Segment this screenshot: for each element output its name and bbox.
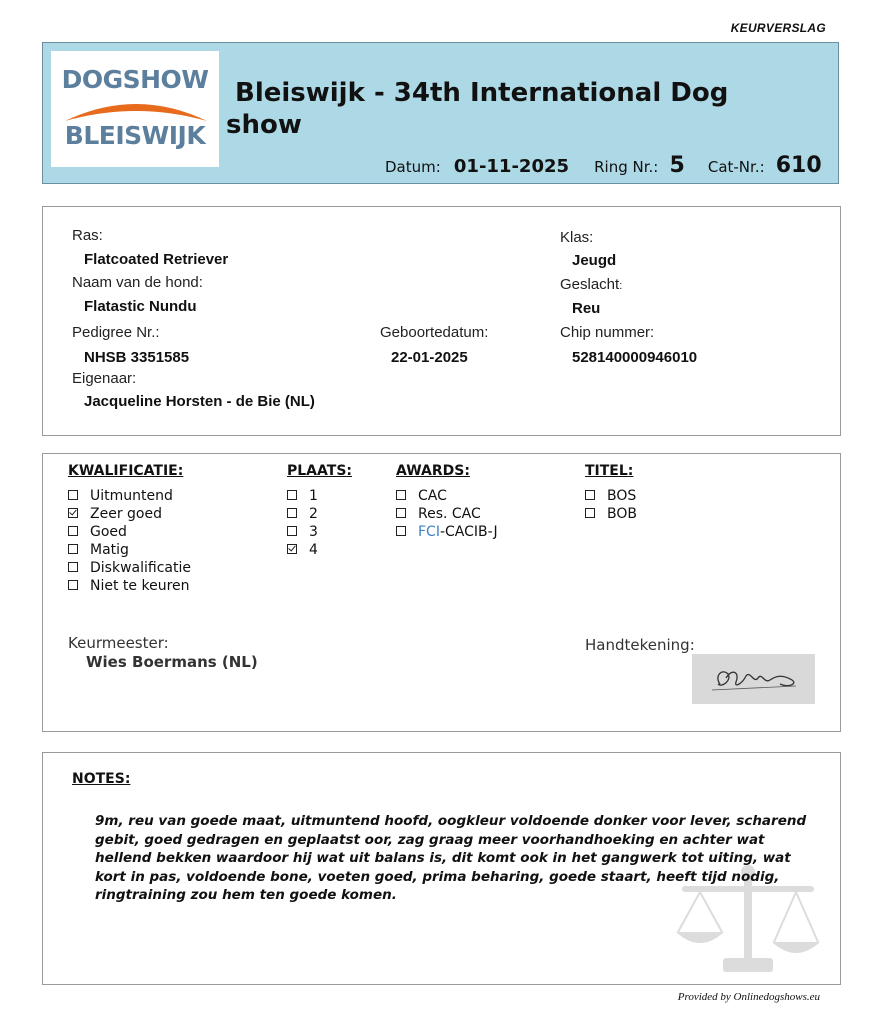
- naam-label: Naam van de hond:: [72, 274, 203, 291]
- signature-scribble-icon: [692, 654, 815, 704]
- plaats-option-3[interactable]: [287, 523, 318, 541]
- show-title-line1: Bleiswijk - 34th International Dog: [235, 78, 729, 108]
- pedigree-label: Pedigree Nr.:: [72, 324, 160, 341]
- titel-option-bos[interactable]: [585, 487, 637, 505]
- checkbox-icon[interactable]: [68, 490, 78, 500]
- header-banner: [42, 42, 839, 184]
- chip-value: 528140000946010: [572, 349, 698, 366]
- awards-options: [396, 487, 498, 541]
- plaats-heading: PLAATS:: [287, 463, 352, 479]
- option-label: 1: [309, 488, 318, 504]
- checkbox-icon[interactable]: [287, 526, 297, 536]
- kwalificatie-option-zeer-goed[interactable]: [68, 505, 191, 523]
- keurmeester-label: Keurmeester:: [68, 634, 169, 652]
- plaats-options: [287, 487, 318, 559]
- notes-heading: NOTES:: [72, 771, 131, 787]
- kwalificatie-option-diskwalificatie[interactable]: [68, 559, 191, 577]
- klas-value: Jeugd: [572, 252, 617, 269]
- kwalificatie-heading: KWALIFICATIE:: [68, 463, 184, 479]
- checkbox-icon[interactable]: [68, 544, 78, 554]
- keurmeester-value: Wies Boermans (NL): [86, 653, 258, 671]
- naam-value: Flatastic Nundu: [84, 298, 197, 315]
- award-option-res-cac[interactable]: [396, 505, 498, 523]
- checkbox-icon[interactable]: [68, 580, 78, 590]
- dogshow-logo: [51, 51, 219, 167]
- kwalificatie-option-goed[interactable]: [68, 523, 191, 541]
- option-label: Res. CAC: [418, 506, 481, 522]
- show-title: [226, 77, 786, 141]
- option-label: 3: [309, 524, 318, 540]
- option-label: Niet te keuren: [90, 578, 190, 594]
- checkbox-icon[interactable]: [287, 490, 297, 500]
- geboortedatum-value: 22-01-2025: [391, 349, 468, 366]
- option-label: -CACIB-J: [439, 524, 498, 540]
- logo-text-bottom: BLEISWIJK: [64, 121, 206, 150]
- checkbox-icon[interactable]: [68, 526, 78, 536]
- award-option-fci-cacib-j[interactable]: [396, 523, 498, 541]
- chip-label: Chip nummer:: [560, 324, 655, 341]
- geslacht-value: Reu: [572, 300, 601, 317]
- option-label: Matig: [90, 542, 129, 558]
- option-label: Goed: [90, 524, 127, 540]
- geslacht-label: [560, 276, 622, 293]
- handtekening-label: Handtekening:: [585, 636, 695, 654]
- titel-option-bob[interactable]: [585, 505, 637, 523]
- logo-text-top: DOGSHOW: [61, 65, 209, 94]
- show-meta: [385, 153, 840, 178]
- plaats-option-2[interactable]: [287, 505, 318, 523]
- checkbox-icon[interactable]: [585, 508, 595, 518]
- checkbox-icon[interactable]: [396, 490, 406, 500]
- option-label: BOS: [607, 488, 637, 504]
- kwalificatie-option-matig[interactable]: [68, 541, 191, 559]
- geboortedatum-label: Geboortedatum:: [380, 324, 489, 341]
- kwalificatie-option-uitmuntend[interactable]: [68, 487, 191, 505]
- checkbox-checked-icon[interactable]: [287, 544, 297, 554]
- signature-image: [692, 654, 815, 704]
- ras-value: Flatcoated Retriever: [84, 251, 229, 268]
- kwalificatie-options: [68, 487, 191, 595]
- geslacht-colon: :: [619, 280, 623, 292]
- notes-text: 9m, reu van goede maat, uitmuntend hoofd, oogkleur voldoende donker voor lever, scharend gebit, goed gedragen en geplaatst oor, zag graag meer voorhandhoeking en achter wat hellend bekken waardoor hij wat uit balans is, dit komt ook in het gangwerk tot uiting, wat kort in pas, voldoende bone, voeten goed, prima beharing, goede staart, heeft tijd nodig, ringtraining zou hem ten goede komen.: [95, 813, 807, 903]
- kwalificatie-option-niet-te-keuren[interactable]: [68, 577, 191, 595]
- plaats-option-1[interactable]: [287, 487, 318, 505]
- checkbox-icon[interactable]: [396, 526, 406, 536]
- ring-label: Ring Nr.:: [594, 158, 659, 176]
- eigenaar-value: Jacqueline Horsten - de Bie (NL): [84, 393, 315, 410]
- checkbox-checked-icon[interactable]: [68, 508, 78, 518]
- cat-label: Cat-Nr.:: [707, 158, 765, 176]
- titel-heading: TITEL:: [585, 463, 634, 479]
- awards-heading: AWARDS:: [396, 463, 470, 479]
- checkbox-icon[interactable]: [585, 490, 595, 500]
- cat-value: 610: [775, 153, 822, 178]
- option-label: Zeer goed: [90, 506, 162, 522]
- document-type-label: KEURVERSLAG: [730, 21, 826, 35]
- option-label: Diskwalificatie: [90, 560, 191, 576]
- geslacht-label-text: Geslacht: [560, 276, 620, 293]
- titel-options: [585, 487, 637, 523]
- eigenaar-label: Eigenaar:: [72, 370, 137, 387]
- klas-label: Klas:: [560, 229, 594, 246]
- option-label: 4: [309, 542, 318, 558]
- provided-by-footer: Provided by Onlinedogshows.eu: [677, 991, 820, 1003]
- pedigree-value: NHSB 3351585: [84, 349, 190, 366]
- option-label: Uitmuntend: [90, 488, 173, 504]
- checkbox-icon[interactable]: [287, 508, 297, 518]
- fci-link[interactable]: FCI: [418, 524, 440, 540]
- show-title-line2: show: [226, 110, 302, 140]
- ring-value: 5: [669, 153, 685, 178]
- option-label: 2: [309, 506, 318, 522]
- award-option-cac[interactable]: [396, 487, 498, 505]
- option-label: BOB: [607, 506, 637, 522]
- checkbox-icon[interactable]: [396, 508, 406, 518]
- datum-label: Datum:: [385, 158, 441, 176]
- option-label: CAC: [418, 488, 447, 504]
- datum-value: 01-11-2025: [453, 156, 570, 177]
- ras-label: Ras:: [72, 227, 103, 244]
- plaats-option-4[interactable]: [287, 541, 318, 559]
- checkbox-icon[interactable]: [68, 562, 78, 572]
